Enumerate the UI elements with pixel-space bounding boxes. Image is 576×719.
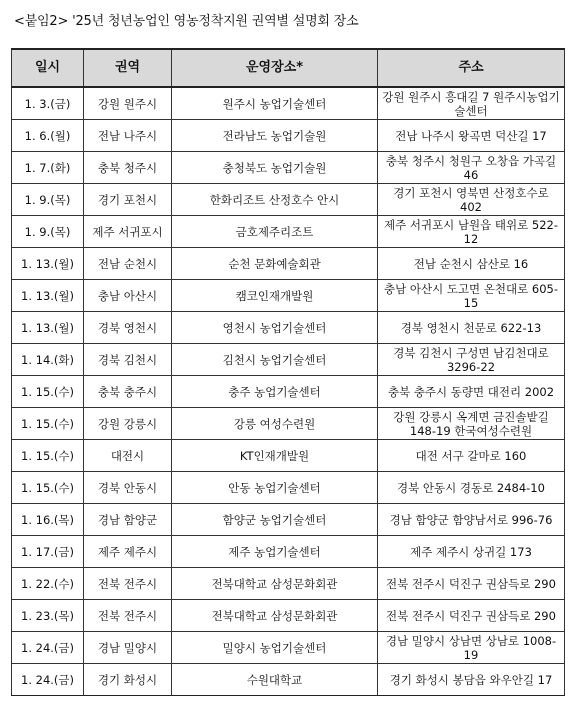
header-venue: 운영장소* [172,49,378,87]
cell-venue: 전북대학교 삼성문화회관 [172,568,378,600]
cell-address: 경북 영천시 천문로 622-13 [378,312,565,344]
cell-venue: 강릉 여성수련원 [172,408,378,440]
cell-address: 제주 서귀포시 남원읍 태위로 522-12 [378,216,565,248]
cell-region: 강원 강릉시 [84,408,172,440]
table-row [12,280,565,312]
cell-venue: 함양군 농업기술센터 [172,504,378,536]
cell-region: 강원 원주시 [84,87,172,120]
table-row [12,248,565,280]
cell-region: 충북 충주시 [84,376,172,408]
header-date: 일시 [12,49,84,87]
table-row [12,664,565,696]
document-title: <붙임2> '25년 청년농업인 영농정착지원 권역별 설명회 장소 [14,14,359,29]
cell-venue: 금호제주리조트 [172,216,378,248]
cell-address: 충북 청주시 청원구 오창읍 가곡길 46 [378,152,565,184]
cell-date: 1. 15.(수) [12,408,84,440]
table-header-row [12,49,565,87]
cell-date: 1. 24.(금) [12,632,84,664]
cell-address: 충남 아산시 도고면 온천대로 605-15 [378,280,565,312]
cell-address: 강원 강릉시 옥계면 금진솔밭길 148-19 한국여성수련원 [378,408,565,440]
cell-region: 대전시 [84,440,172,472]
cell-address: 전남 나주시 왕곡면 덕산길 17 [378,120,565,152]
cell-region: 경남 밀양시 [84,632,172,664]
cell-date: 1. 13.(월) [12,312,84,344]
cell-address: 전북 전주시 덕진구 권삼득로 290 [378,600,565,632]
cell-date: 1. 17.(금) [12,536,84,568]
cell-region: 전남 순천시 [84,248,172,280]
cell-venue: 밀양시 농업기술센터 [172,632,378,664]
cell-venue: KT인재개발원 [172,440,378,472]
cell-address: 강원 원주시 흥대길 7 원주시농업기술센터 [378,87,565,120]
table-row [12,184,565,216]
cell-address: 경북 안동시 경동로 2484-10 [378,472,565,504]
venue-table [11,48,565,696]
table-row [12,408,565,440]
cell-date: 1. 7.(화) [12,152,84,184]
table-row [12,376,565,408]
cell-venue: 영천시 농업기술센터 [172,312,378,344]
cell-venue: 충주 농업기술센터 [172,376,378,408]
cell-date: 1. 22.(수) [12,568,84,600]
table-row [12,632,565,664]
cell-address: 전남 순천시 삼산로 16 [378,248,565,280]
cell-address: 대전 서구 갈마로 160 [378,440,565,472]
cell-address: 전북 전주시 덕진구 권삼득로 290 [378,568,565,600]
cell-date: 1. 9.(목) [12,184,84,216]
table-row [12,312,565,344]
table-row [12,600,565,632]
cell-date: 1. 15.(수) [12,440,84,472]
cell-region: 경북 김천시 [84,344,172,376]
cell-region: 경기 포천시 [84,184,172,216]
cell-region: 경북 안동시 [84,472,172,504]
table-row [12,504,565,536]
cell-date: 1. 15.(수) [12,376,84,408]
cell-region: 경북 영천시 [84,312,172,344]
cell-address: 경남 밀양시 상남면 상남로 1008-19 [378,632,565,664]
cell-region: 경기 화성시 [84,664,172,696]
cell-address: 경기 화성시 봉담읍 와우안길 17 [378,664,565,696]
cell-address: 충북 충주시 동량면 대전리 2002 [378,376,565,408]
cell-venue: 수원대학교 [172,664,378,696]
cell-date: 1. 13.(월) [12,248,84,280]
cell-region: 전남 나주시 [84,120,172,152]
cell-date: 1. 24.(금) [12,664,84,696]
cell-venue: 캠코인재개발원 [172,280,378,312]
cell-address: 제주 제주시 상귀길 173 [378,536,565,568]
cell-address: 경남 함양군 함양남서로 996-76 [378,504,565,536]
header-region: 권역 [84,49,172,87]
cell-date: 1. 14.(화) [12,344,84,376]
cell-date: 1. 16.(목) [12,504,84,536]
cell-region: 충남 아산시 [84,280,172,312]
table-row [12,536,565,568]
cell-date: 1. 13.(월) [12,280,84,312]
cell-region: 제주 제주시 [84,536,172,568]
cell-date: 1. 9.(목) [12,216,84,248]
cell-address: 경북 김천시 구성면 남김천대로 3296-22 [378,344,565,376]
cell-venue: 한화리조트 산정호수 안시 [172,184,378,216]
cell-venue: 순천 문화예술회관 [172,248,378,280]
cell-venue: 전라남도 농업기술원 [172,120,378,152]
table-row [12,87,565,120]
cell-region: 경남 함양군 [84,504,172,536]
table-row [12,440,565,472]
header-address: 주소 [378,49,565,87]
table-row [12,120,565,152]
cell-venue: 김천시 농업기술센터 [172,344,378,376]
cell-region: 전북 전주시 [84,568,172,600]
cell-venue: 전북대학교 삼성문화회관 [172,600,378,632]
cell-date: 1. 3.(금) [12,87,84,120]
cell-region: 제주 서귀포시 [84,216,172,248]
table-row [12,152,565,184]
cell-region: 충북 청주시 [84,152,172,184]
table-row [12,568,565,600]
cell-date: 1. 23.(목) [12,600,84,632]
cell-date: 1. 6.(월) [12,120,84,152]
cell-venue: 원주시 농업기술센터 [172,87,378,120]
table-row [12,472,565,504]
cell-date: 1. 15.(수) [12,472,84,504]
cell-venue: 안동 농업기술센터 [172,472,378,504]
table-row [12,344,565,376]
table-row [12,216,565,248]
cell-region: 전북 전주시 [84,600,172,632]
cell-venue: 제주 농업기술센터 [172,536,378,568]
cell-address: 경기 포천시 영북면 산정호수로 402 [378,184,565,216]
cell-venue: 충청북도 농업기술원 [172,152,378,184]
